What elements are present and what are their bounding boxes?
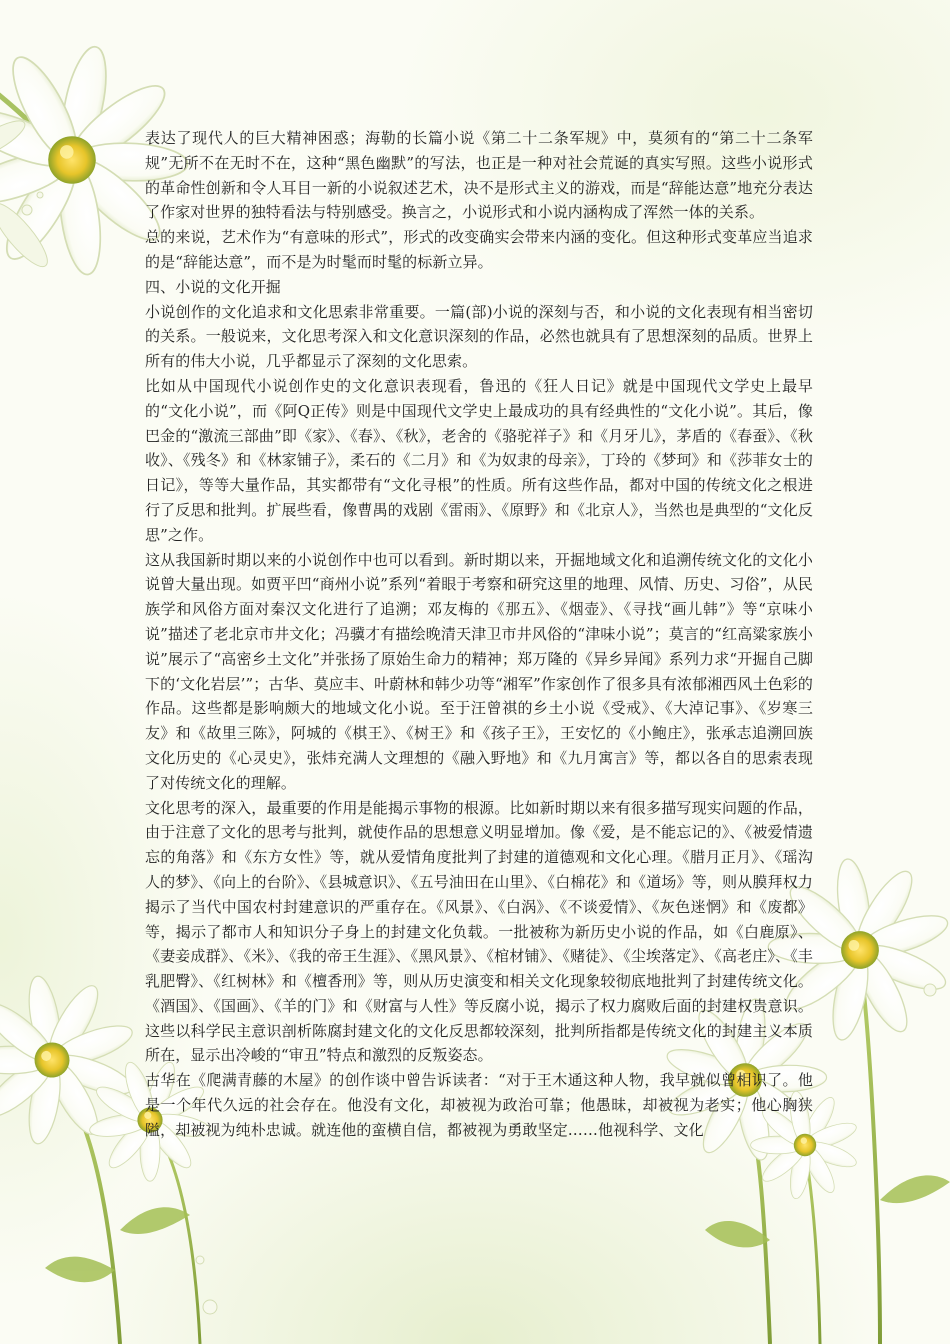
paragraph-4: 比如从中国现代小说创作史的文化意识表现看，鲁迅的《狂人日记》就是中国现代文学史上最早的“文化小说”，而《阿Q正传》则是中国现代文学史上最成功的具有经典性的“文化小说”。其后，像巴金的“激流三部曲”即《家》、《春》、《秋》，老舍的《骆驼祥子》和《月牙儿》，茅盾的《春蚕》、《秋收》、《残冬》和《林家铺子》，柔石的《二月》和《为奴隶的母亲》，丁玲的《梦珂》和《莎菲女士的日记》，等等大量作品，其实都带有“文化寻根”的性质。所有这些作品，都对中国的传统文化之根进行了反思和批判。扩展些看，像曹禺的戏剧《雷雨》、《原野》和《北京人》，当然也是典型的“文化反思”之作。 <box>145 376 813 544</box>
paragraph-3: 小说创作的文化追求和文化思索非常重要。一篇(部)小说的深刻与否，和小说的文化表现有相当密切的关系。一般说来，文化思考深入和文化意识深刻的作品，必然也就具有了思想深刻的品质。世界上所有的伟大小说，几乎都显示了深刻的文化思索。 <box>145 302 813 371</box>
paragraph-5: 这从我国新时期以来的小说创作中也可以看到。新时期以来，开掘地域文化和追溯传统文化的文化小说曾大量出现。如贾平凹“商州小说”系列“着眼于考察和研究这里的地理、风情、历史、习俗”，从民族学和风俗方面对秦汉文化进行了追溯；邓友梅的《那五》、《烟壶》、《寻找“画儿韩”》等“京味小说”描述了老北京市井文化；冯骥才有描绘晚清天津卫市井风俗的“津味小说”；莫言的“红高粱家族小说”展示了“高密乡土文化”并张扬了原始生命力的精神；郑万隆的《异乡异闻》系列力求“开掘自己脚下的‘文化岩层’”；古华、莫应丰、叶蔚林和韩少功等“湘军”作家创作了很多具有浓郁湘西风土色彩的作品。这些都是影响颇大的地域文化小说。至于汪曾祺的乡土小说《受戒》、《大淖记事》、《岁寒三友》和《故里三陈》，阿城的《棋王》、《树王》和《孩子王》，王安忆的《小鲍庄》，张承志追溯回族文化历史的《心灵史》，张炜充满人文理想的《融入野地》和《九月寓言》等，都以各自的思索表现了对传统文化的理解。 <box>145 550 813 792</box>
paragraph-2: 总的来说，艺术作为“有意味的形式”，形式的改变确实会带来内涵的变化。但这种形式变革应当追求的是“辞能达意”，而不是为时髦而时髦的标新立异。 <box>145 228 813 271</box>
paragraph-6: 文化思考的深入，最重要的作用是能揭示事物的根源。比如新时期以来有很多描写现实问题的作品，由于注意了文化的思考与批判，就使作品的思想意义明显增加。像《爱，是不能忘记的》、《被爱情遗忘的角落》和《东方女性》等，就从爱情角度批判了封建的道德观和文化心理。《腊月正月》、《瑶沟人的梦》、《向上的台阶》、《县城意识》、《五号油田在山里》、《白棉花》和《道场》等，则从膜拜权力揭示了当代中国农村封建意识的严重存在。《风景》、《白涡》、《不谈爱情》、《灰色迷惘》和《废都》等，揭示了都市人和知识分子身上的封建文化负载。一批被称为新历史小说的作品，如《白鹿原》、《妻妾成群》、《米》、《我的帝王生涯》、《黑风景》、《棺材铺》、《赌徒》、《尘埃落定》、《高老庄》、《丰乳肥臀》、《红树林》和《檀香刑》等，则从历史演变和相关文化现象较彻底地批判了封建传统文化。《酒国》、《国画》、《羊的门》和《财富与人性》等反腐小说，揭示了权力腐败后面的封建权贵意识。这些以科学民主意识剖析陈腐封建文化的文化反思都较深刻，批判所指都是传统文化的封建主义本质所在，显示出冷峻的“审丑”特点和激烈的反叛姿态。 <box>145 798 813 1065</box>
paragraph-7: 古华在《爬满青藤的木屋》的创作谈中曾告诉读者：“对于王木通这种人物，我早就似曾相识了。他是一个年代久远的社会存在。他没有文化，却被视为政治可靠；他愚昧，却被视为老实；他心胸狭隘，却被视为纯朴忠诚。就连他的蛮横自信，都被视为勇敢坚定……他视科学、文化 <box>145 1071 813 1139</box>
paragraph-1: 表达了现代人的巨大精神困惑；海勒的长篇小说《第二十二条军规》中，莫须有的“第二十二条军规”无所不在无时不在，这种“黑色幽默”的写法，也正是一种对社会荒诞的真实写照。这些小说形式的革命性创新和令人耳目一新的小说叙述艺术，决不是形式主义的游戏，而是“辞能达意”地充分表达了作家对世界的独特看法与特别感受。换言之，小说形式和小说内涵构成了浑然一体的关系。 <box>145 129 813 222</box>
section-heading: 四、小说的文化开掘 <box>145 277 281 296</box>
document-body <box>145 126 813 1143</box>
